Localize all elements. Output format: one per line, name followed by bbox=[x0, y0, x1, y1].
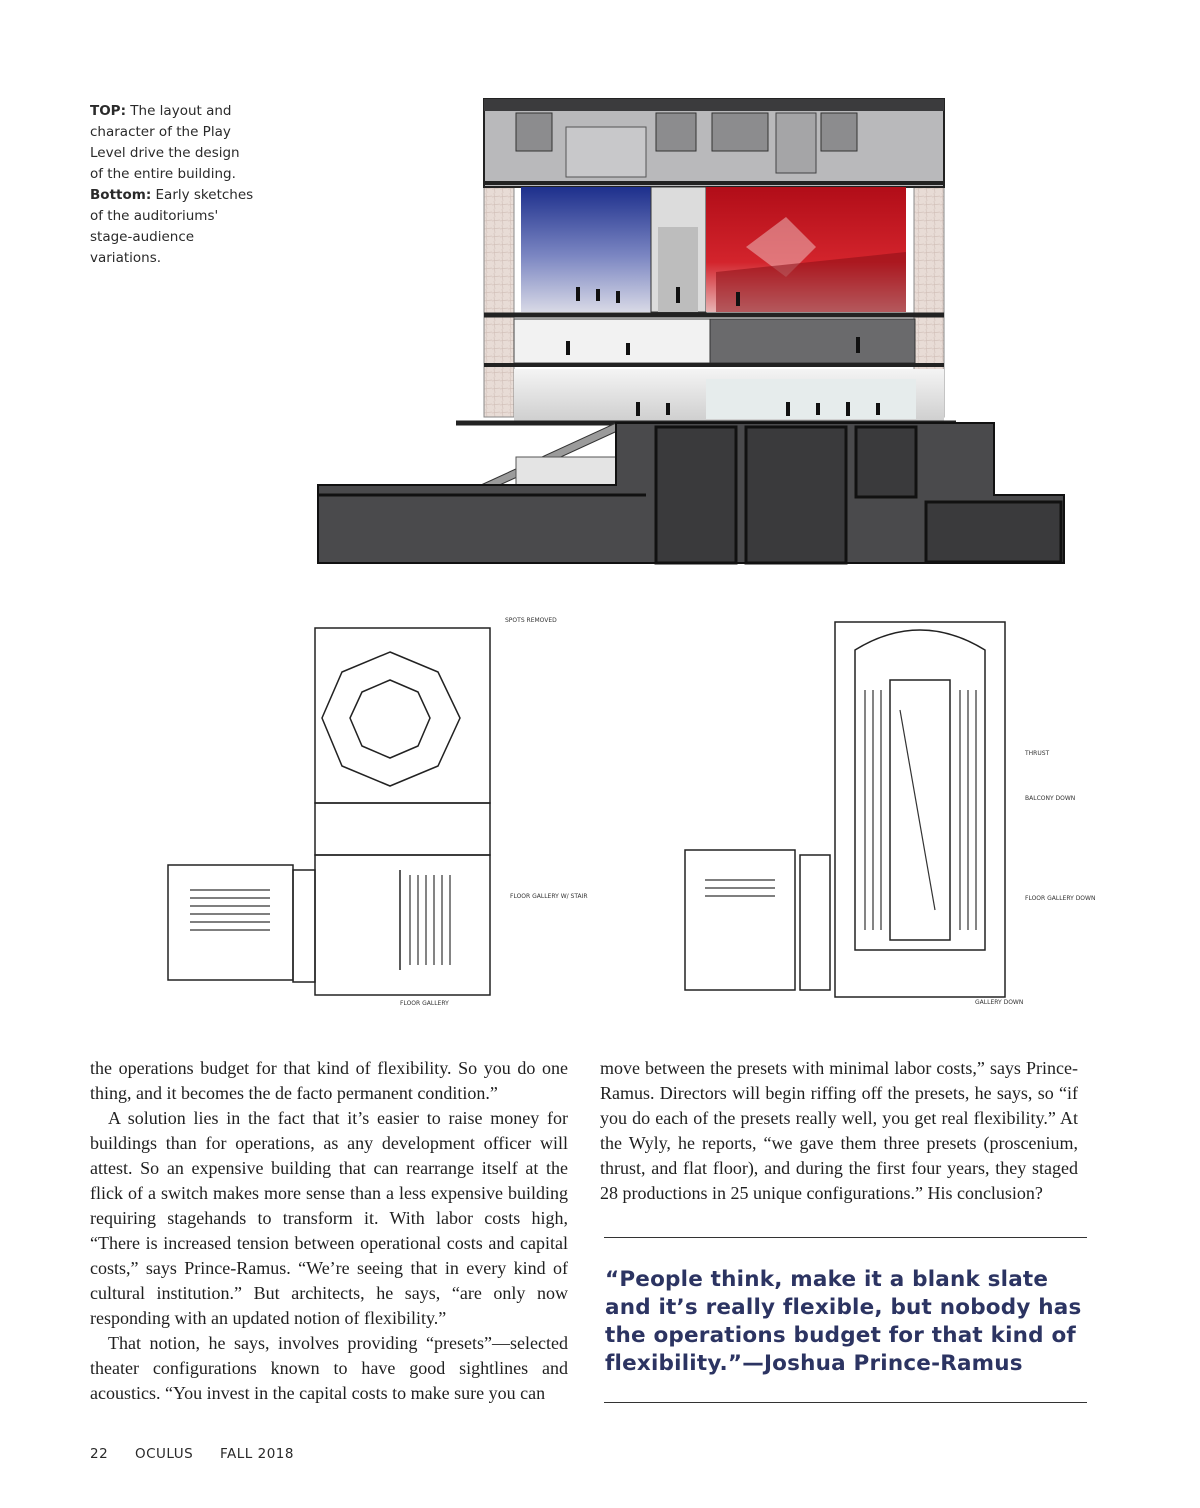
pull-quote: “People think, make it a blank slate and it’s really flexible, but nobody has the operations budget for that kind of flexibility.”—Joshua Prince-Ramus bbox=[605, 1267, 1082, 1376]
body-paragraph: A solution lies in the fact that it’s easier to raise money for buildings than for operations, as any development officer will attest. So an expensive building that can rearrange itself at the flick of a switch makes more sense than a less expensive building requiring stagehands to transform it. With labor costs high, “There is increased tension between operational costs and capital costs,” says Prince-Ramus. “We’re seeing that in every kind of cultural institution.” But architects, he says, “are only now responding with an updated notion of flexibility.” bbox=[90, 1108, 568, 1328]
sketch-thrust-theatre bbox=[675, 610, 1096, 1010]
magazine-name: OCULUS bbox=[134, 1446, 194, 1462]
sketch-note-floor-gallery-down: FLOOR GALLERY DOWN bbox=[1025, 895, 1096, 902]
sketch-note-floor-gallery-stair: FLOOR GALLERY W/ STAIR bbox=[510, 893, 588, 900]
body-paragraph: That notion, he says, involves providing “presets”—selected theater configurations known to have good sightlines and acoustics. “You invest in the capital costs to make sure you can bbox=[90, 1333, 568, 1403]
sketch-note-spots-removed: SPOTS REMOVED bbox=[505, 617, 557, 624]
caption-bottom-text: Early sketches of the auditoriums' stage-audience variations. bbox=[90, 187, 254, 266]
sketch-note-floor-gallery: FLOOR GALLERY bbox=[400, 1000, 449, 1007]
body-paragraph: move between the presets with minimal labor costs,” says Prince-Ramus. Directors will begin riffing off the presets, he says, so “if you do each of the presets really well, you get real flexibility.” At the Wyly, he reports, “we gave them three presets (proscenium, thrust, and flat floor), and during the first four years, they staged 28 productions in 25 unique configurations.” His conclusion? bbox=[600, 1058, 1078, 1203]
body-paragraph: the operations budget for that kind of flexibility. So you do one thing, and it becomes the de facto permanent condition.” bbox=[90, 1058, 568, 1103]
sketch-note-balcony-down: BALCONY DOWN bbox=[1025, 795, 1076, 802]
sketch-note-thrust: THRUST bbox=[1025, 750, 1050, 757]
image-caption bbox=[90, 101, 255, 269]
building-section-rendering bbox=[316, 97, 1066, 565]
caption-top-text: The layout and character of the Play Level drive the design of the entire building. bbox=[90, 103, 240, 182]
page-number: 22 bbox=[90, 1446, 109, 1462]
page-folio bbox=[90, 1446, 316, 1462]
sketch-octagonal-theatre bbox=[160, 610, 588, 1010]
caption-bottom-label: Bottom: bbox=[90, 187, 152, 203]
body-column-left bbox=[90, 1056, 568, 1406]
pullquote-rule-bottom bbox=[604, 1402, 1087, 1403]
pullquote-rule-top bbox=[604, 1237, 1087, 1238]
issue-date: FALL 2018 bbox=[220, 1446, 294, 1462]
body-column-right bbox=[600, 1056, 1078, 1206]
sketch-note-gallery-down: GALLERY DOWN bbox=[975, 999, 1024, 1006]
caption-top-label: TOP: bbox=[90, 103, 126, 119]
